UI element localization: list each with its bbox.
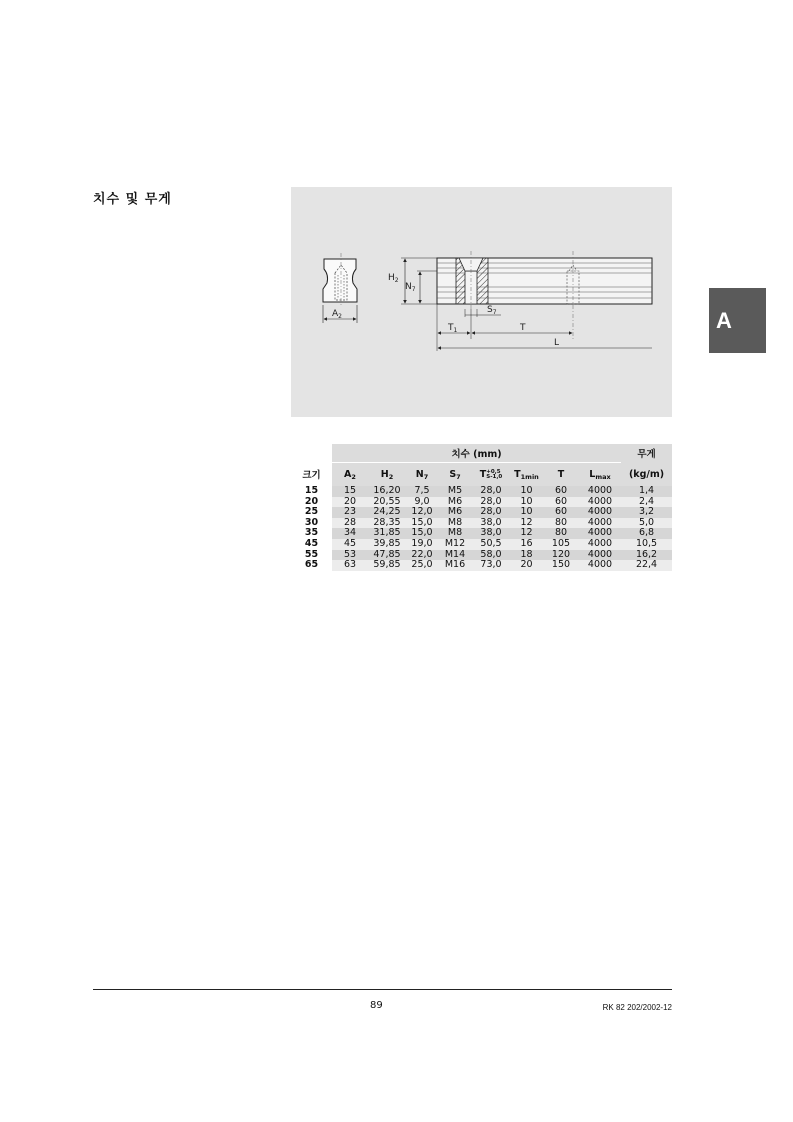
table-cell: 28,35: [368, 518, 406, 529]
table-cell: 38,0: [472, 528, 510, 539]
table-cell: 47,85: [368, 550, 406, 561]
table-cell: M16: [438, 560, 472, 571]
col-h2: $H_2$: [368, 463, 406, 487]
table-cell: 16,20: [368, 486, 406, 497]
label-h2: $H_2$: [388, 273, 399, 284]
table-cell: 4000: [579, 497, 621, 508]
table-cell: 28,0: [472, 497, 510, 508]
table-cell: 73,0: [472, 560, 510, 571]
table-cell: 12: [510, 518, 543, 529]
size-cell: 45: [291, 539, 332, 550]
dimensions-group-header: 치수 (mm): [332, 444, 621, 463]
table-cell: M8: [438, 518, 472, 529]
side-tab-a[interactable]: A: [709, 288, 766, 353]
rail-drawing-svg: [291, 187, 672, 417]
table-cell: M12: [438, 539, 472, 550]
table-cell: 12,0: [406, 507, 438, 518]
table-body: [291, 486, 672, 571]
table-cell: 3,2: [621, 507, 672, 518]
table-cell: 6,8: [621, 528, 672, 539]
table-corner: [291, 444, 332, 463]
size-cell: 65: [291, 560, 332, 571]
table-cell: 63: [332, 560, 368, 571]
table-cell: 22,0: [406, 550, 438, 561]
table-cell: 31,85: [368, 528, 406, 539]
size-cell: 55: [291, 550, 332, 561]
col-n7: $N_7$: [406, 463, 438, 487]
rail-dimension-drawing: [291, 187, 672, 417]
table-cell: 25,0: [406, 560, 438, 571]
table-cell: 22,4: [621, 560, 672, 571]
table-cell: 28,0: [472, 486, 510, 497]
section-title: 치수 및 무게: [93, 192, 172, 207]
table-row: [291, 507, 672, 518]
table-cell: M6: [438, 497, 472, 508]
table-cell: 150: [543, 560, 579, 571]
table-row: [291, 539, 672, 550]
size-cell: 20: [291, 497, 332, 508]
table-row: [291, 486, 672, 497]
col-t1min: $T_{1min}$: [510, 463, 543, 487]
table-cell: 60: [543, 486, 579, 497]
table-cell: 9,0: [406, 497, 438, 508]
label-t1: $T_1$: [448, 323, 458, 334]
table-cell: 4000: [579, 486, 621, 497]
table-cell: 2,4: [621, 497, 672, 508]
page-number: 89: [370, 1000, 383, 1011]
dimensions-weight-table: [291, 444, 672, 571]
table-cell: M8: [438, 528, 472, 539]
table-cell: 120: [543, 550, 579, 561]
table-row: [291, 550, 672, 561]
table-cell: 20: [332, 497, 368, 508]
table-cell: 16: [510, 539, 543, 550]
col-t: T: [543, 463, 579, 487]
table-cell: 1,4: [621, 486, 672, 497]
table-row: [291, 497, 672, 508]
label-s7: $S_7$: [487, 305, 497, 316]
col-ts: T+0,5 S-1,0: [472, 463, 510, 487]
document-code: RK 82 202/2002-12: [602, 1003, 672, 1012]
weight-header: 무게: [621, 444, 672, 463]
table-cell: M6: [438, 507, 472, 518]
rail-cross-section: [323, 253, 357, 323]
table-cell: 34: [332, 528, 368, 539]
table-cell: 28: [332, 518, 368, 529]
table-cell: 60: [543, 507, 579, 518]
size-cell: 30: [291, 518, 332, 529]
table-row: [291, 560, 672, 571]
table-cell: M14: [438, 550, 472, 561]
col-s7: $S_7$: [438, 463, 472, 487]
table-cell: 53: [332, 550, 368, 561]
table-cell: 38,0: [472, 518, 510, 529]
table-cell: 45: [332, 539, 368, 550]
table-cell: 4000: [579, 518, 621, 529]
col-weight-unit: (kg/m): [621, 463, 672, 487]
label-l: L: [554, 338, 560, 348]
label-t: T: [520, 323, 526, 333]
table-cell: 80: [543, 518, 579, 529]
table-cell: 28,0: [472, 507, 510, 518]
table-cell: 15,0: [406, 518, 438, 529]
table-cell: 15: [332, 486, 368, 497]
table-cell: M5: [438, 486, 472, 497]
table-cell: 20,55: [368, 497, 406, 508]
table-cell: 10: [510, 507, 543, 518]
footer-rule: [93, 989, 672, 990]
table-cell: 5,0: [621, 518, 672, 529]
table-row: [291, 528, 672, 539]
table-cell: 59,85: [368, 560, 406, 571]
table-cell: 12: [510, 528, 543, 539]
table-cell: 20: [510, 560, 543, 571]
size-cell: 35: [291, 528, 332, 539]
size-cell: 15: [291, 486, 332, 497]
table-cell: 10: [510, 486, 543, 497]
table-cell: 23: [332, 507, 368, 518]
table-cell: 4000: [579, 560, 621, 571]
table-cell: 7,5: [406, 486, 438, 497]
table-cell: 105: [543, 539, 579, 550]
col-lmax: $L_{max}$: [579, 463, 621, 487]
table-cell: 4000: [579, 507, 621, 518]
table-cell: 24,25: [368, 507, 406, 518]
size-cell: 25: [291, 507, 332, 518]
col-a2: $A_2$: [332, 463, 368, 487]
table-cell: 16,2: [621, 550, 672, 561]
table-cell: 15,0: [406, 528, 438, 539]
label-n7: $N_7$: [405, 282, 416, 293]
table-cell: 4000: [579, 550, 621, 561]
table-cell: 18: [510, 550, 543, 561]
rail-side-view: [388, 251, 652, 351]
table-cell: 50,5: [472, 539, 510, 550]
table-cell: 10,5: [621, 539, 672, 550]
table-row: [291, 518, 672, 529]
table-cell: 80: [543, 528, 579, 539]
table-cell: 4000: [579, 528, 621, 539]
table-cell: 58,0: [472, 550, 510, 561]
table-cell: 39,85: [368, 539, 406, 550]
table-cell: 4000: [579, 539, 621, 550]
table-cell: 60: [543, 497, 579, 508]
label-a2: $A_2$: [332, 309, 342, 320]
size-header: 크기: [291, 463, 332, 487]
table-cell: 19,0: [406, 539, 438, 550]
table-cell: 10: [510, 497, 543, 508]
